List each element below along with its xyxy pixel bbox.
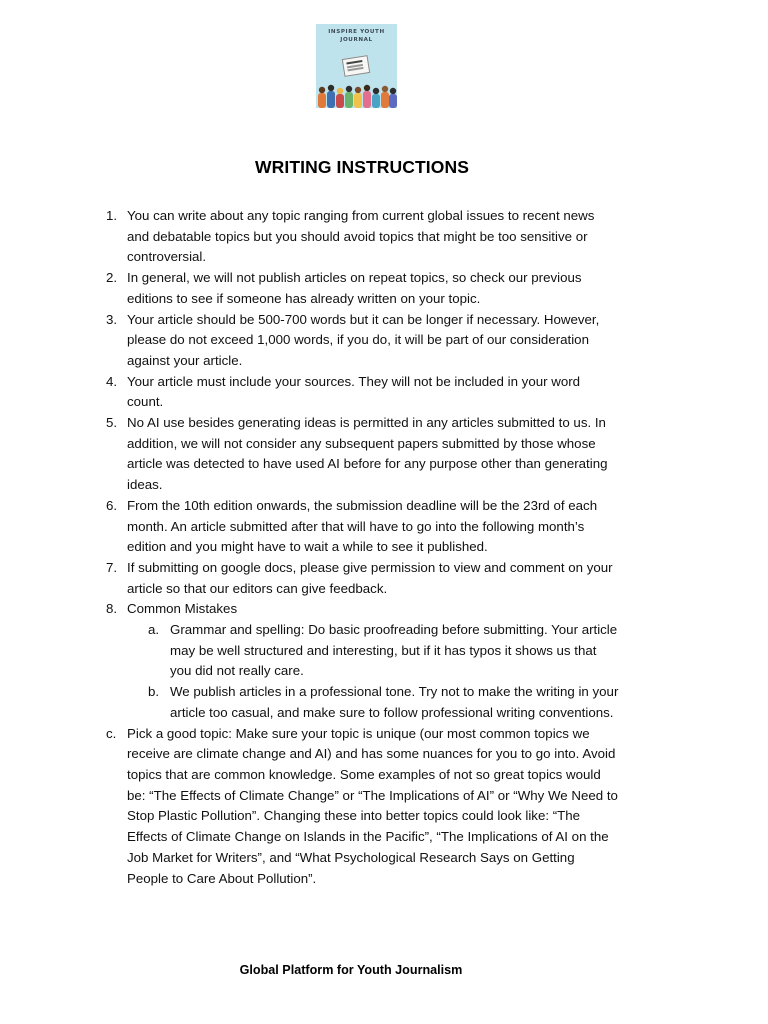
page-title: WRITING INSTRUCTIONS xyxy=(255,157,469,177)
list-marker: b. xyxy=(148,684,160,700)
list-marker: 8. xyxy=(106,601,118,617)
list-marker: 3. xyxy=(106,311,118,327)
list-marker: 5. xyxy=(106,415,118,431)
list-item-text: Common Mistakes xyxy=(127,601,238,617)
list-item-text: From the 10th edition onwards, the submission deadline will be the 23rd of each month. An article submitted after that will have to go into the following month’s edition and you might have to wait a while to see it published. xyxy=(127,497,598,555)
list-item-text: Your article should be 500-700 words but it can be longer if necessary. However, please do not exceed 1,000 words, if you do, it will be part of our consideration against your article. xyxy=(127,311,600,368)
list-item xyxy=(0,206,619,268)
list-marker: 2. xyxy=(106,270,118,286)
sub-list-item xyxy=(0,620,619,682)
page-footer: Global Platform for Youth Journalism xyxy=(239,963,463,977)
list-item-text: Pick a good topic: Make sure your topic is unique (our most common topics we receive are climate change and AI) and has some nuances for you to go into. Avoid topics that are common knowledge. Some examples of not so great topics would be: “The Effects of Climate Change” or “The Implications of AI” or “Why We Need to Stop Plastic Pollution”. Changing these into better topics could look like: “The Effects of Climate Change on Islands in the Pacific”, “The Implications of AI on the Job Market for Writers”, and “What Psychological Research Says on Getting People to Care About Pollution”. xyxy=(127,725,618,886)
list-item-text: In general, we will not publish articles on repeat topics, so check our previous editions to see if someone has already written on your topic. xyxy=(127,270,582,306)
list-marker: a. xyxy=(148,622,160,638)
list-item xyxy=(0,413,619,496)
journal-logo xyxy=(316,24,397,108)
instructions-list xyxy=(0,206,768,889)
list-item xyxy=(0,724,619,890)
list-item xyxy=(0,599,619,620)
list-item-text: We publish articles in a professional tone. Try not to make the writing in your article too casual, and make sure to follow professional writing conventions. xyxy=(170,684,619,720)
list-marker: 6. xyxy=(106,497,118,513)
list-item-text: If submitting on google docs, please give permission to view and comment on your article so that our editors can give feedback. xyxy=(127,559,613,596)
list-item-text: Grammar and spelling: Do basic proofreading before submitting. Your article may be well structured and interesting, but if it has typos it shows us that you did not really care. xyxy=(170,622,618,679)
list-marker: 4. xyxy=(106,373,118,389)
list-item xyxy=(0,310,619,372)
list-item xyxy=(0,268,619,309)
crowd-illustration-icon xyxy=(316,82,397,108)
list-item-text: No AI use besides generating ideas is permitted in any articles submitted to us. In addition, we will not consider any subsequent papers submitted by those whose article was detected to have used AI before for any purpose other than generating ideas. xyxy=(127,415,608,493)
logo-text-line-2: JOURNAL xyxy=(340,37,373,43)
list-item-text: You can write about any topic ranging from current global issues to recent news and debatable topics but you should avoid topics that might be too sensitive or controversial. xyxy=(127,208,595,265)
newspaper-icon xyxy=(342,55,370,77)
logo-text-line-1: INSPIRE YOUTH xyxy=(328,29,385,35)
list-item-text: Your article must include your sources. They will not be included in your word count. xyxy=(127,373,581,410)
list-item xyxy=(0,372,619,413)
list-marker: c. xyxy=(106,725,117,741)
list-item xyxy=(0,496,619,558)
sub-list-item xyxy=(0,682,619,723)
list-item xyxy=(0,558,619,599)
list-marker: 7. xyxy=(106,559,118,575)
list-marker: 1. xyxy=(106,208,118,223)
